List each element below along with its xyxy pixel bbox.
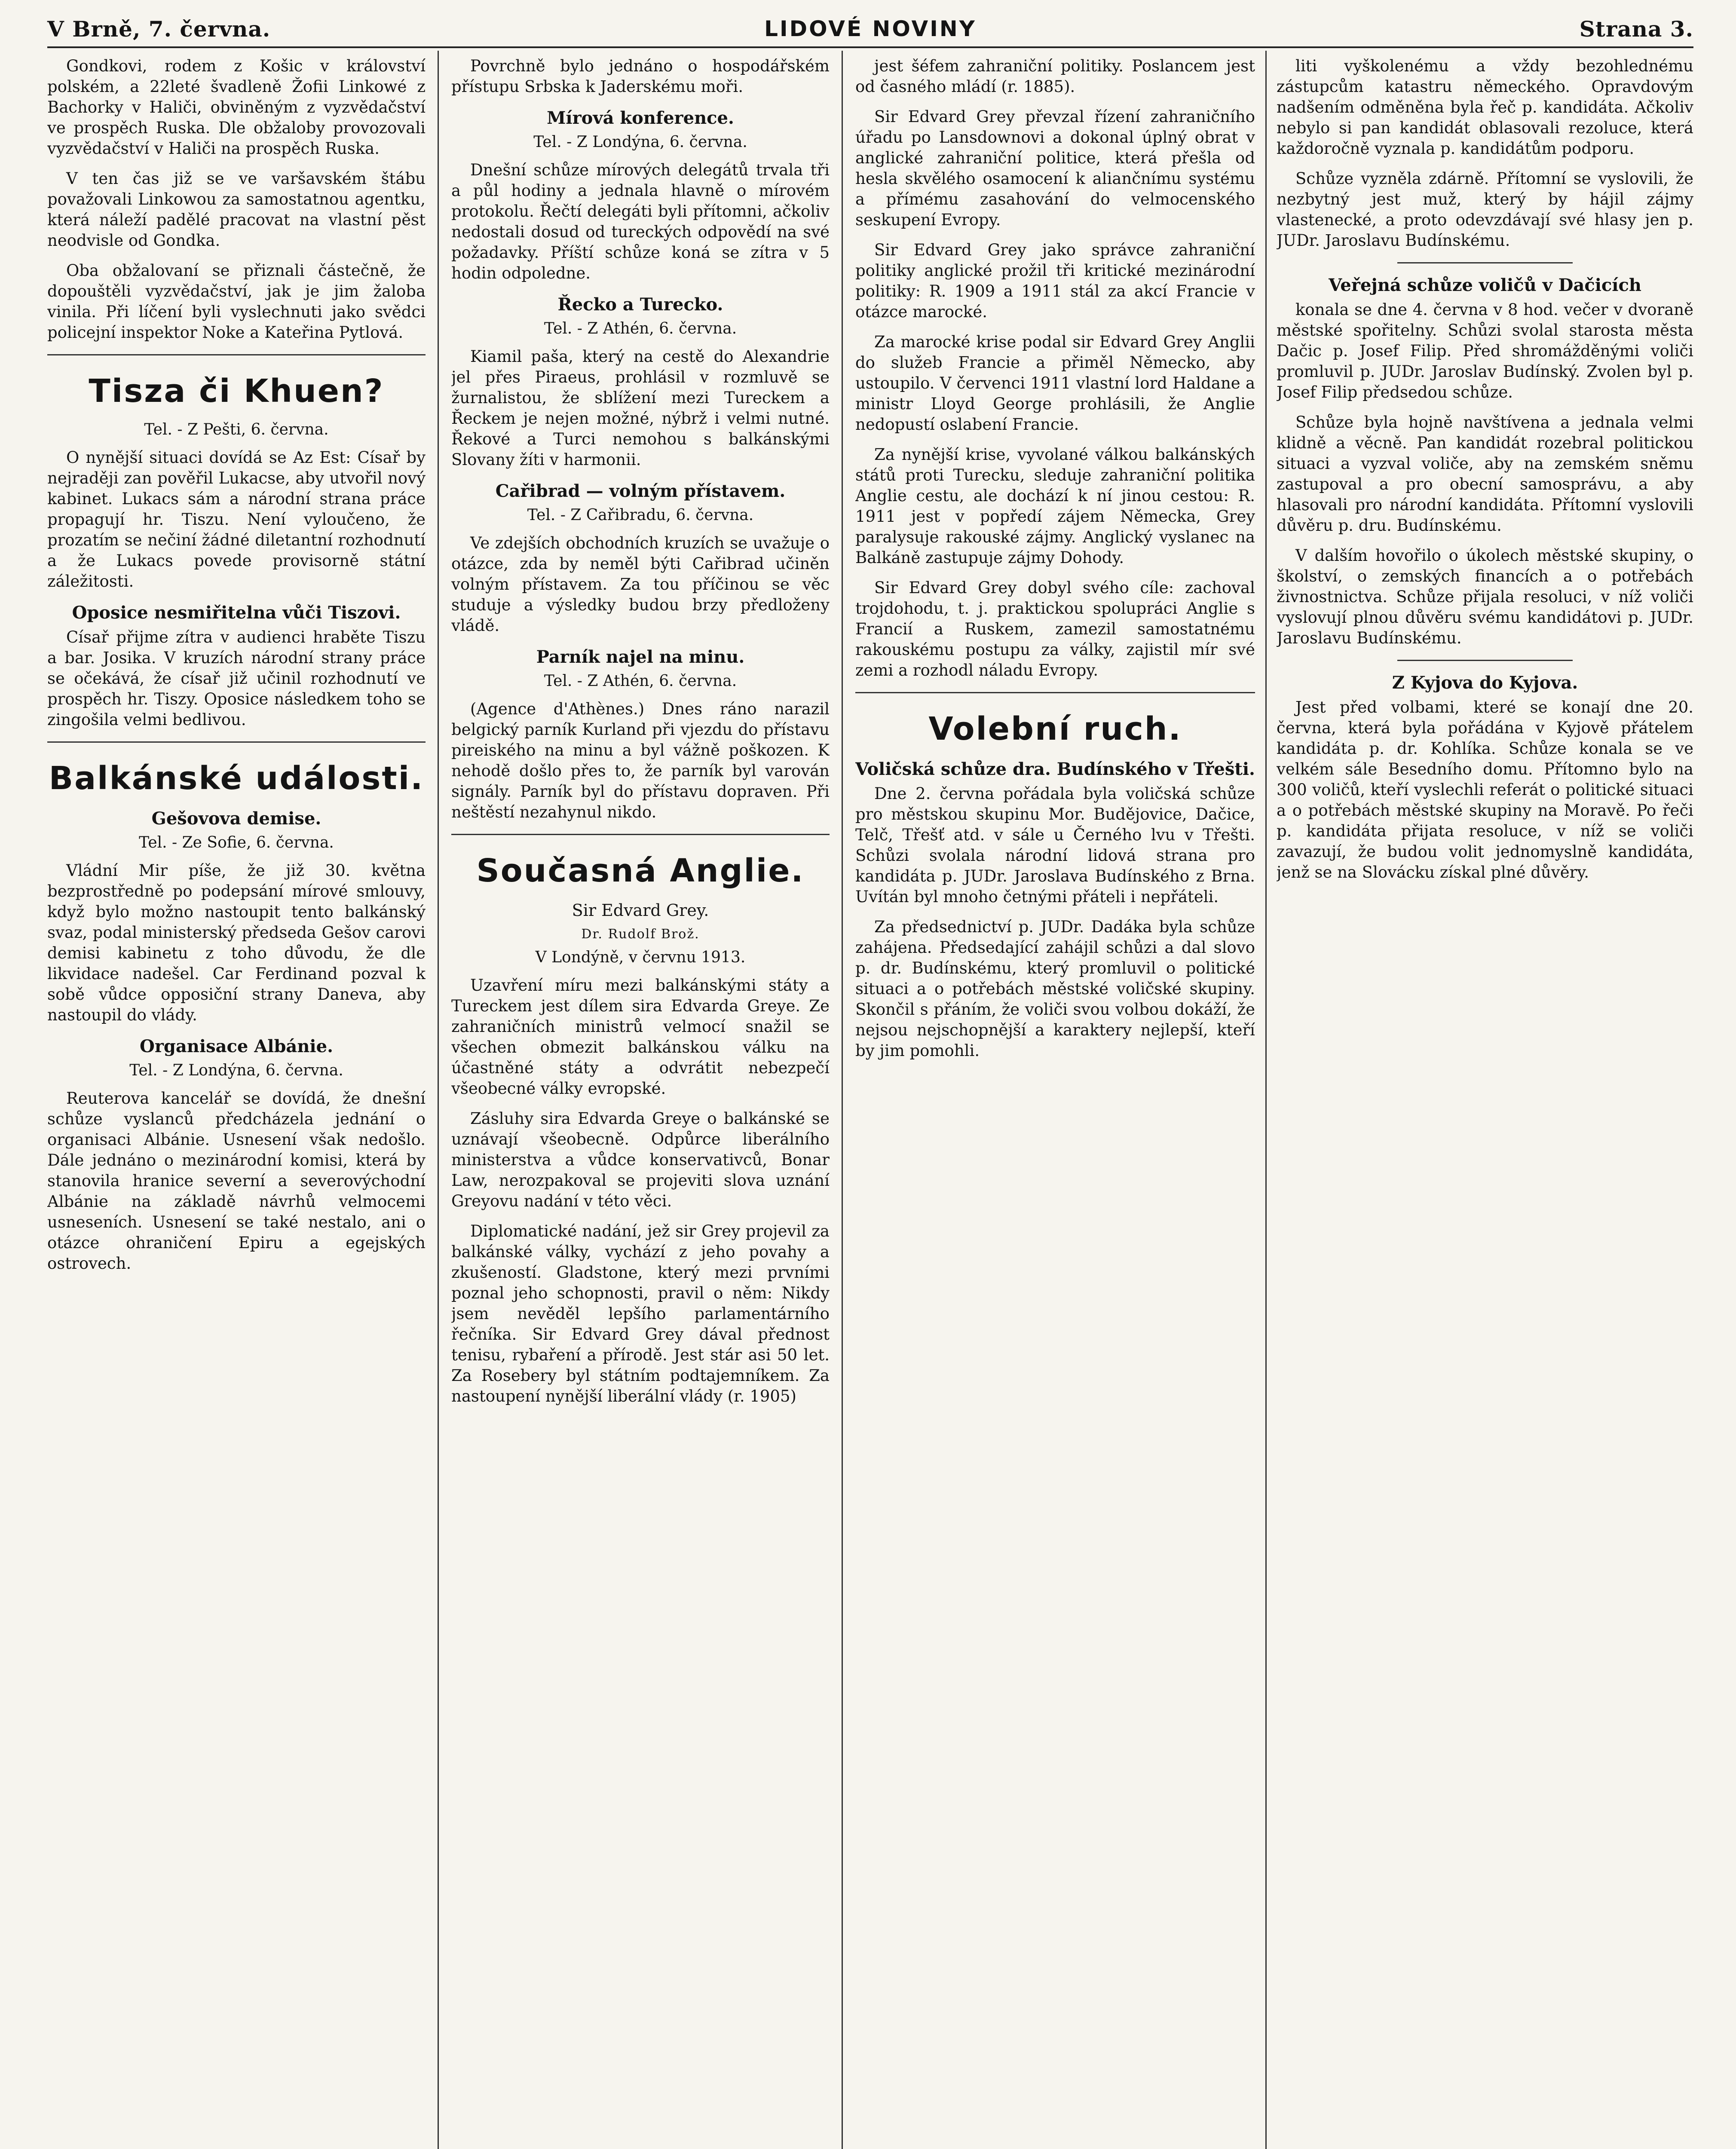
dateline: Tel. - Z Cařibradu, 6. června. [527,506,754,524]
article-paragraph: Schůze vyzněla zdárně. Přítomní se vyslovili, že nezbytný jest muž, který by hájil zájmy vlastenecké, a proto odevzdávají své hlasy jen p. JUDr. Jaroslavu Budínskému. [1277,169,1693,250]
section-rule [1397,660,1572,661]
subheadline: Veřejná schůze voličů v Dačicích [1329,275,1641,295]
article-paragraph: Dnešní schůze mírových delegátů trvala tři a půl hodiny a jednala hlavně o mírovém protokolu. Řečtí delegáti byli přítomni, ačkoliv nedostali dosud od tureckých odpovědí na své požadavky. Příští schůze koná se zítra v 5 hodin odpoledne. [451,161,830,282]
article-paragraph: Oba obžalovaní se přiznali částečně, že dopouštěli vyzvědačství, jak je jim žaloba vinila. Při líčení byli vyslechnuti jako svědci policejní inspektor Noke a Kateřina Pytlová. [47,261,426,342]
article-paragraph: Gondkovi, rodem z Košic v království polském, a 22leté švadleně Žofii Linkowé z Bachorky v Haliči, obviněným z vyzvědačství ve prospěch Ruska. Dle obžaloby provozovali vyzvědačství v Haliči na prospěch Ruska. [47,57,426,158]
article-paragraph: Vládní Mir píše, že již 30. května bezprostředně po podepsání mírové smlouvy, když bylo možno nastoupit tento balkánský svaz, podal ministerský předseda Gešov carovi demisi kabinetu z toho důvodu, že dle likvidace nadešel. Car Ferdinand pozval k sobě vůdce opposiční strany Daneva, aby nastoupil do vlády. [47,861,426,1024]
headline-england: Současná Anglie. [476,852,805,889]
column-4 [1277,56,1693,2149]
article-paragraph: Zásluhy sira Edvarda Greye o balkánské se uznávají všeobecně. Odpůrce liberálního ministerstva a vůdce konservativců, Bonar Law, nerozpakoval se projeviti slova uznání Greyovu nadání v této věci. [451,1109,830,1210]
dateline: Tel. - Z Athén, 6. června. [544,320,737,337]
article-paragraph: Diplomatické nadání, jež sir Grey projevil za balkánské války, vychází z jeho povahy a zkušeností. Gladstone, který mezi prvními poznal jeho schopnosti, pravil o něm: Nikdy jsem nevěděl lepšího parlamentárního řečníka. Sir Edvard Grey dával přednost tenisu, rybaření a přírodě. Jest stár asi 50 let. Za Rosebery byl státním podtajemníkem. Za nastoupení nynější liberální vlády (r. 1905) [451,1222,830,1405]
masthead [47,9,1693,43]
article-paragraph: Sir Edvard Grey dobyl svého cíle: zachoval trojdohodu, t. j. praktickou spolupráci Anglie s Francií a Ruskem, zamezil samostatnému rakouskému postupu za války, zajistil mír své zemi a rozhodl náladu Evropy. [855,579,1255,680]
headline-elections: Volební ruch. [928,710,1182,747]
column-3 [855,56,1255,2149]
article-paragraph: Za předsednictví p. JUDr. Dadáka byla schůze zahájena. Předsedající zahájil schůzi a dal slovo p. dr. Budínskému, který promluvil o politické situaci a o potřebách městské voličské skupiny. Skončil s přáním, že voliči svou volbou dokáží, že nejsou nejschopnější a karaktery nejlepší, kteří by jim pomohli. [855,918,1255,1060]
dateline: Tel. - Z Pešti, 6. června. [144,421,329,438]
dateline: Tel. - Ze Sofie, 6. června. [139,834,334,851]
article-paragraph: Uzavření míru mezi balkánskými státy a Tureckem jest dílem sira Edvarda Greye. Ze zahraničních ministrů velmocí snažil se všechen obmezit balkánskou válku na účastněné státy a odvrátit nebezpečí všeobecné války evropské. [451,976,830,1098]
article-paragraph: Kiamil paša, který na cestě do Alexandrie jel přes Piraeus, prohlásil v rozmluvě se žurnalistou, že sblížení mezi Tureckem a Řeckem je nejen možné, nýbrž i velmi nutné. Řekové a Turci nemohou s balkánskými Slovany žíti v harmonii. [451,347,830,469]
column-2 [451,56,830,2149]
article-paragraph: konala se dne 4. června v 8 hod. večer v dvoraně městské spořitelny. Schůzi svolal starosta města Dačic p. Josef Filip. Před shromážděnými voliči promluvil p. JUDr. Jaroslav Budínský. Zvolen byl p. Josef Filip předsedou schůze. [1277,300,1693,401]
article-paragraph: Za nynější krise, vyvolané válkou balkánských států proti Turecku, sleduje zahraniční politika Anglie cestu, ale dochází k ní jinou cestou: R. 1911 jest v popředí zájem Německa, Grey paralysuje rakouské zájmy. Anglický vyslanec na Balkáně zastupuje zájmy Dohody. [855,445,1255,567]
article-paragraph: Dne 2. června pořádala byla voličská schůze pro městskou skupinu Mor. Budějovice, Dačice, Telč, Třešť atd. v sále u Černého lvu v Třešti. Schůzi svolala národní lidová strana pro kandidáta p. JUDr. Jaroslava Budínského z Brna. Uvítán byl mnoho četnými přáteli i nepřáteli. [855,784,1255,906]
article-paragraph: Reuterova kancelář se dovídá, že dnešní schůze vyslanců předcházela jednání o organisaci Albánie. Usnesení však nedošlo. Dále jednáno o mezinárodní komisi, která by stanovila hranice severní a severovýchodní Albánie na základě návrhů velmocemi usneseních. Usnesení se také nestalo, ani o otázce ohraničení Epiru a egejských ostrovech. [47,1089,426,1273]
section-rule [855,692,1255,693]
dateline: Tel. - Z Athén, 6. června. [544,672,737,690]
subheadline: Řecko a Turecko. [557,294,723,315]
article-paragraph: Povrchně bylo jednáno o hospodářském přístupu Srbska k Jaderskému moři. [451,57,830,96]
headline-tisza: Tisza či Khuen? [89,373,384,410]
subheadline: Oposice nesmiřitelna vůči Tiszovi. [72,603,401,623]
headline-balkan: Balkánské události. [49,760,424,797]
article-paragraph: Za marocké krise podal sir Edvard Grey Anglii do služeb Francie a přiměl Německo, aby ustoupilo. V červenci 1911 vlastní lord Haldane a ministr Lloyd George prohlásili, že Anglie nedopustí oslabení Francie. [855,333,1255,434]
article-paragraph: V dalším hovořilo o úkolech městské skupiny, o školství, o zemských financích a o potřebách živnostnictva. Schůze přijala resoluci, v níž voliči vyslovují plnou důvěru svému kandidátovi p. JUDr. Jaroslavu Budínskému. [1277,546,1693,647]
article-subject: Sir Edvard Grey. [572,901,709,920]
article-paragraph: O nynější situaci dovídá se Az Est: Císař by nejraději zan pověřil Lukacse, aby utvořil nový kabinet. Lukacs sám a národní strana práce propagují hr. Tiszu. Není vyloučeno, že prozatím se nečiní žádné diletantní rozhodnutí a že Lukacs povede provisorně státní záležitosti. [47,448,426,591]
column-divider [842,51,843,2149]
dateline: Tel. - Z Londýna, 6. června. [533,133,747,151]
subheadline: Parník najel na minu. [536,647,745,667]
article-paragraph: Sir Edvard Grey převzal řízení zahraničního úřadu po Lansdownovi a dokonal úplný obrat v anglické zahraniční politice, která přešla od hesla skvělého osamocení k aliančnímu systému a přímému zasahování do velmocenského seskupení Evropy. [855,107,1255,229]
subheadline: Organisace Albánie. [139,1036,334,1056]
section-rule [1397,262,1572,263]
article-paragraph: Jest před volbami, které se konají dne 20. června, která byla pořádána v Kyjově přátelem kandidáta p. dr. Kohlíka. Schůze konala se ve velkém sále Besedního domu. Přítomno bylo na 300 voličů, kteří vyslechli referát o politické situaci a o potřebách městské skupiny na Moravě. Po řeči p. kandidáta přijata resoluce, v níž se voliči zavazují, že budou volit jednomyslně kandidáta, jenž se na Slovácku získal plné důvěry. [1277,698,1693,882]
subheadline: Mírová konference. [547,108,734,128]
author-byline: Dr. Rudolf Brož. [581,927,700,942]
masthead-rule [47,46,1693,48]
section-rule [451,834,830,835]
dateline: V Londýně, v červnu 1913. [535,949,746,966]
subheadline: Cařibrad — volným přístavem. [495,481,786,501]
article-paragraph: jest šéfem zahraniční politiky. Poslancem jest od časného mládí (r. 1885). [855,57,1255,96]
article-paragraph: V ten čas již se ve varšavském štábu považovali Linkowou za samostatnou agentku, která náleží padělé pracovat na vlastní pěst neodvisle od Gondka. [47,169,426,250]
column-divider [1265,51,1267,2149]
article-paragraph: liti vyškolenému a vždy bezohlednému zástupcům katastru německého. Opravdovým nadšením odměněna byla řeč p. kandidáta. Ačkoliv nebylo si pan kandidát oblasovali rezoluce, která každoročně vyznala p. kandidátům podporu. [1277,57,1693,158]
section-rule [47,354,426,355]
article-paragraph: Císař přijme zítra v audienci hraběte Tiszu a bar. Josika. V kruzích národní strany práce se očekává, že císař již učinil rozhodnutí ve prospěch hr. Tiszy. Oposice následkem toho se zingošila velmi bedlivou. [47,628,426,729]
masthead-dateline: V Brně, 7. června. [47,16,271,42]
column-1 [47,56,426,2149]
article-paragraph: (Agence d'Athènes.) Dnes ráno narazil belgický parník Kurland při vjezdu do přístavu pireiského na minu a byl vážně poškozen. K nehodě došlo přes to, že parník byl varován signály. Parník byl do přístavu dopraven. Při neštěstí nezahynul nikdo. [451,700,830,821]
dateline: Tel. - Z Londýna, 6. června. [129,1062,343,1079]
subheadline: Gešovova demise. [151,808,321,829]
column-divider [438,51,439,2149]
masthead-page-number: Strana 3. [1579,16,1693,42]
article-paragraph: Schůze byla hojně navštívena a jednala velmi klidně a věcně. Pan kandidát rozebral politickou situaci a vyzval voliče, aby na zemském sněmu zastupoval a pro obecní samosprávu, a aby hlasovali pro národní kandidáta. Přítomní vyslovili důvěru p. dru. Budínskému. [1277,413,1693,535]
section-rule [47,741,426,743]
article-paragraph: Sir Edvard Grey jako správce zahraniční politiky anglické prožil tři kritické mezinárodní politiky: R. 1909 a 1911 stál za akcí Francie v otázce marocké. [855,241,1255,321]
subheadline: Z Kyjova do Kyjova. [1392,673,1578,693]
article-paragraph: Ve zdejších obchodních kruzích se uvažuje o otázce, zda by neměl býti Cařibrad učiněn volným přístavem. Za tou příčinou se věc studuje a výsledky budou brzy předloženy vládě. [451,534,830,635]
subheadline: Voličská schůze dra. Budínského v Třešti. [855,759,1255,779]
masthead-title: LIDOVÉ NOVINY [764,16,977,41]
